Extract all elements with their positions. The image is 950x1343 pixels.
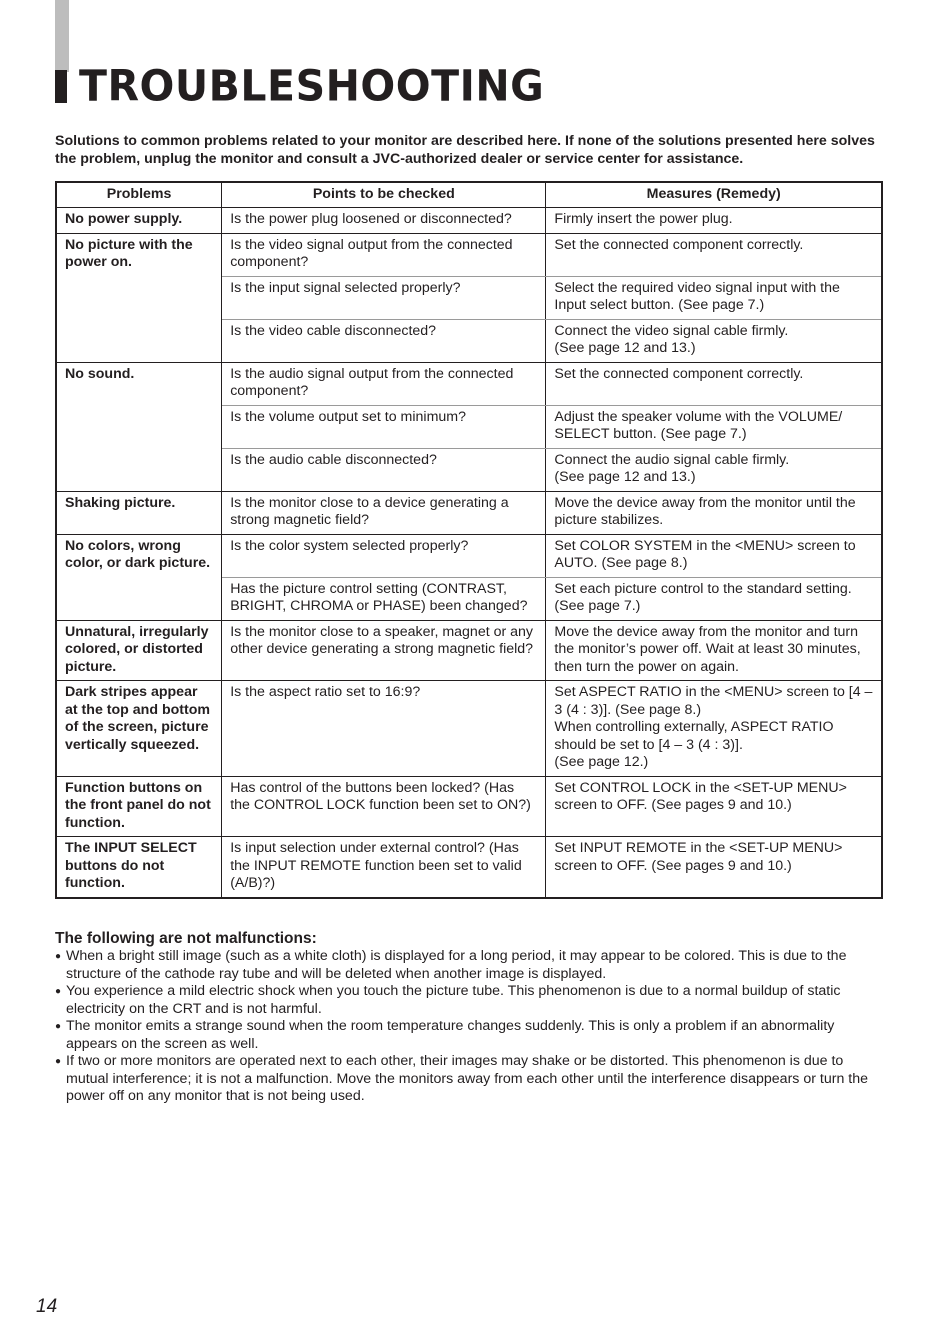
measure-cell: Set each picture control to the standard setting. (See page 7.) [546,577,882,620]
table-row [56,208,882,234]
point-cell: Is input selection under external control? (Has the INPUT REMOTE function been set to valid (A/B)?) [222,837,546,898]
problem-cell: No colors, wrong color, or dark picture. [56,534,222,620]
point-cell: Is the aspect ratio set to 16:9? [222,681,546,777]
measure-cell: Set ASPECT RATIO in the <MENU> screen to [4 – 3 (4 : 3)]. (See page 8.) When controlling externally, ASPECT RATIO should be set to [4 – 3 (4 : 3)]. (See page 12.) [546,681,882,777]
list-item [55,1018,877,1053]
measure-cell: Connect the video signal cable firmly. (See page 12 and 13.) [546,319,882,362]
table-header-row [56,182,882,208]
point-cell: Is the power plug loosened or disconnected? [222,208,546,234]
list-item-text: If two or more monitors are operated next to each other, their images may shake or be distorted. This phenomenon is due to mutual interference; it is not a malfunction. Move the monitors away from each other until the interference disappears or turn the power off on any monitor that is not being used. [66,1053,869,1104]
measure-cell: Adjust the speaker volume with the VOLUME/ SELECT button. (See page 7.) [546,405,882,448]
point-cell: Has control of the buttons been locked? (Has the CONTROL LOCK function been set to ON?) [222,776,546,837]
point-cell: Is the audio signal output from the connected component? [222,362,546,405]
measure-cell: Set the connected component correctly. [546,233,882,276]
list-item-text: The monitor emits a strange sound when the room temperature changes suddenly. This is only a problem if an abnormality appears on the screen as well. [66,1018,835,1052]
page-title: TROUBLESHOOTING [79,60,545,112]
problem-cell: Function buttons on the front panel do not function. [56,776,222,837]
table-row [56,233,882,276]
table-row [56,837,882,898]
troubleshooting-table [55,181,883,899]
table-row [56,681,882,777]
page-number: 14 [36,1296,58,1317]
measure-cell: Set CONTROL LOCK in the <SET-UP MENU> screen to OFF. (See pages 9 and 10.) [546,776,882,837]
table-row [56,491,882,534]
point-cell: Is the volume output set to minimum? [222,405,546,448]
not-malfunctions-list [55,948,877,1106]
page-tab-marker [55,0,69,72]
header-measures: Measures (Remedy) [546,182,882,208]
point-cell: Is the monitor close to a device generating a strong magnetic field? [222,491,546,534]
measure-cell: Move the device away from the monitor and turn the monitor’s power off. Wait at least 30 minutes, then turn the power on again. [546,620,882,681]
problem-cell: Unnatural, irregularly colored, or distorted picture. [56,620,222,681]
bullet-icon: ● [55,1056,62,1067]
point-cell: Has the picture control setting (CONTRAST, BRIGHT, CHROMA or PHASE) been changed? [222,577,546,620]
problem-cell: No power supply. [56,208,222,234]
problem-cell: The INPUT SELECT buttons do not function. [56,837,222,898]
problem-cell: No sound. [56,362,222,491]
bullet-icon: ● [55,951,62,962]
table-row [56,620,882,681]
point-cell: Is the monitor close to a speaker, magnet or any other device generating a strong magnetic field? [222,620,546,681]
measure-cell: Move the device away from the monitor until the picture stabilizes. [546,491,882,534]
table-row [56,362,882,405]
list-item [55,948,877,983]
not-malfunctions-heading: The following are not malfunctions: [55,930,317,947]
bullet-icon: ● [55,986,62,997]
measure-cell: Set the connected component correctly. [546,362,882,405]
point-cell: Is the input signal selected properly? [222,276,546,319]
measure-cell: Select the required video signal input with the Input select button. (See page 7.) [546,276,882,319]
measure-cell: Set INPUT REMOTE in the <SET-UP MENU> screen to OFF. (See pages 9 and 10.) [546,837,882,898]
point-cell: Is the audio cable disconnected? [222,448,546,491]
measure-cell: Firmly insert the power plug. [546,208,882,234]
point-cell: Is the video signal output from the connected component? [222,233,546,276]
measure-cell: Connect the audio signal cable firmly. (See page 12 and 13.) [546,448,882,491]
title-block [55,60,545,112]
list-item [55,1053,877,1106]
list-item-text: You experience a mild electric shock when you touch the picture tube. This phenomenon is due to a normal buildup of static electricity on the CRT and is not harmful. [66,983,841,1017]
problem-cell: Dark stripes appear at the top and bottom of the screen, picture vertically squeezed. [56,681,222,777]
table-row [56,534,882,577]
point-cell: Is the video cable disconnected? [222,319,546,362]
problem-cell: Shaking picture. [56,491,222,534]
header-points: Points to be checked [222,182,546,208]
table-row [56,776,882,837]
bullet-icon: ● [55,1021,62,1032]
list-item [55,983,877,1018]
list-item-text: When a bright still image (such as a white cloth) is displayed for a long period, it may appear to be colored. This is due to the structure of the cathode ray tube and will be deleted when another image is displayed. [66,948,847,982]
measure-cell: Set COLOR SYSTEM in the <MENU> screen to AUTO. (See page 8.) [546,534,882,577]
point-cell: Is the color system selected properly? [222,534,546,577]
header-problems: Problems [56,182,222,208]
intro-paragraph: Solutions to common problems related to your monitor are described here. If none of the solutions presented here solves the problem, unplug the monitor and consult a JVC-authorized dealer or service center for assistance. [55,133,875,167]
problem-cell: No picture with the power on. [56,233,222,362]
title-marker [55,70,67,103]
